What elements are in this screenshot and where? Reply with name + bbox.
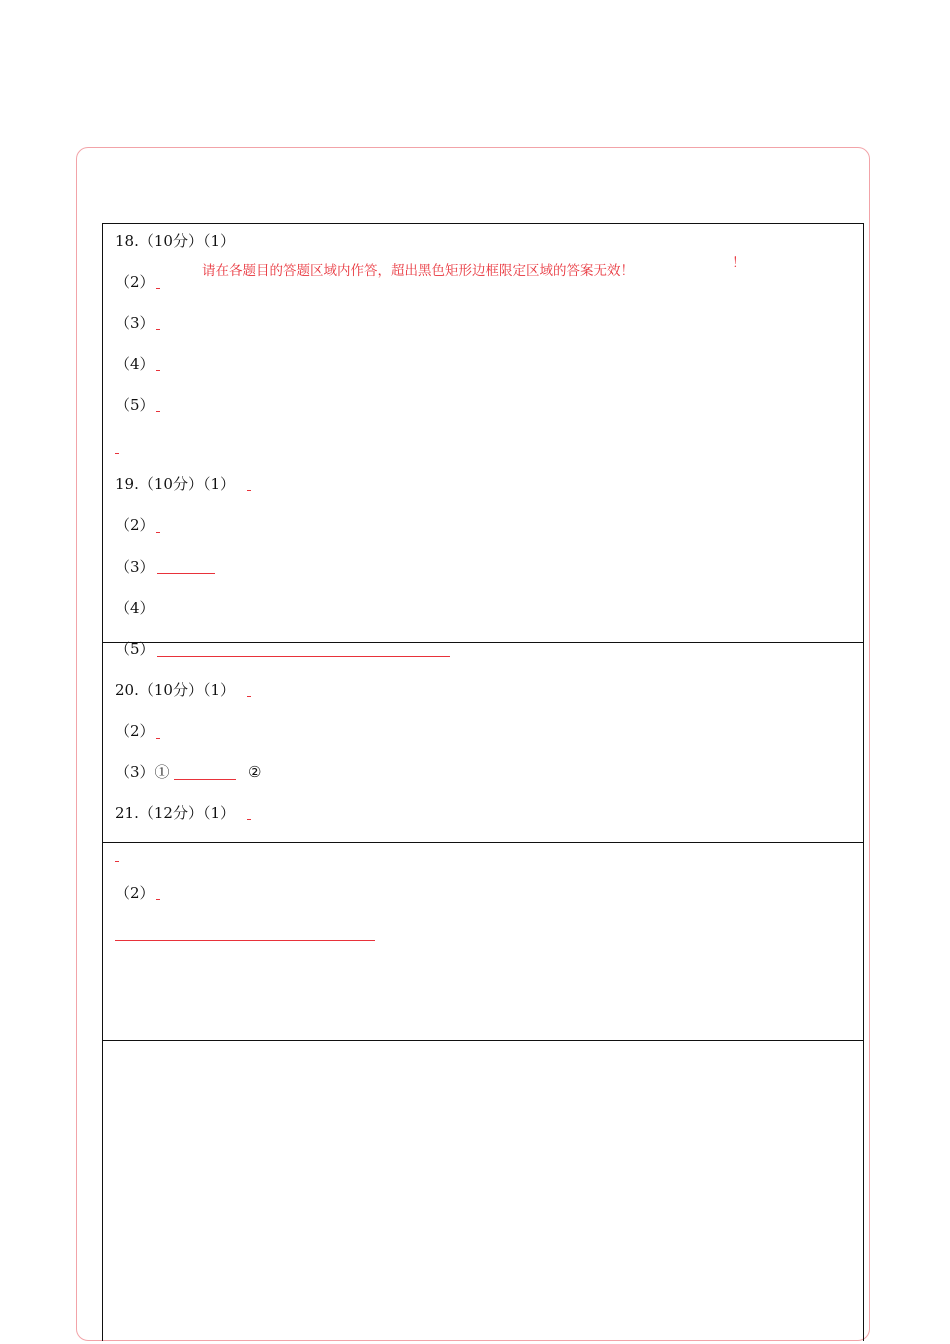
q20-part3-sub1-answer-blank[interactable] [174, 779, 236, 780]
answer-region-notice: 请在各题目的答题区域内作答，超出黑色矩形边框限定区域的答案无效！ [202, 263, 634, 279]
q20-part2-answer-blank[interactable] [156, 738, 160, 739]
q19-part3-label: （3） [115, 558, 155, 576]
q19-part3-answer-blank[interactable] [157, 573, 215, 574]
q18-part5-answer-blank[interactable] [156, 411, 160, 412]
q18-part4-label: （4） [115, 355, 155, 373]
section-divider [103, 842, 864, 843]
q21-title: 21.（12分）（1） [115, 804, 235, 822]
notice-exclamation: ！ [732, 255, 746, 271]
q21-part2-label: （2） [115, 884, 155, 902]
q21-part1-answer-blank[interactable] [247, 819, 251, 820]
q18-part3-answer-blank[interactable] [156, 329, 160, 330]
q18-part3-label: （3） [115, 314, 155, 332]
q19-part5-answer-blank[interactable] [157, 656, 450, 657]
q20-title: 20.（10分）（1） [115, 681, 235, 699]
q21-part1-extra-blank[interactable] [115, 861, 119, 862]
q20-part2-label: （2） [115, 722, 155, 740]
q19-part4-label: （4） [115, 599, 155, 617]
q19-title: 19.（10分）（1） [115, 475, 235, 493]
q18-part2-answer-blank[interactable] [156, 288, 160, 289]
section-divider [103, 1040, 864, 1041]
answer-area-box [102, 223, 864, 1341]
q20-part3-label: （3）① [115, 763, 170, 781]
section-divider [103, 642, 864, 643]
q19-part2-answer-blank[interactable] [156, 532, 160, 533]
q18-title: 18.（10分）（1） [115, 232, 235, 250]
q19-part5-label: （5） [115, 640, 155, 658]
q18-part4-answer-blank[interactable] [156, 370, 160, 371]
q19-part1-answer-blank[interactable] [247, 490, 251, 491]
q20-part1-answer-blank[interactable] [247, 696, 251, 697]
q19-part2-label: （2） [115, 516, 155, 534]
q18-extra-answer-blank[interactable] [115, 453, 119, 454]
q21-part2-answer-blank[interactable] [156, 899, 160, 900]
q20-part3-sub2-label: ② [248, 763, 262, 781]
q18-part2-label: （2） [115, 273, 155, 291]
q21-part2-long-answer-blank[interactable] [115, 940, 375, 941]
q18-part5-label: （5） [115, 396, 155, 414]
